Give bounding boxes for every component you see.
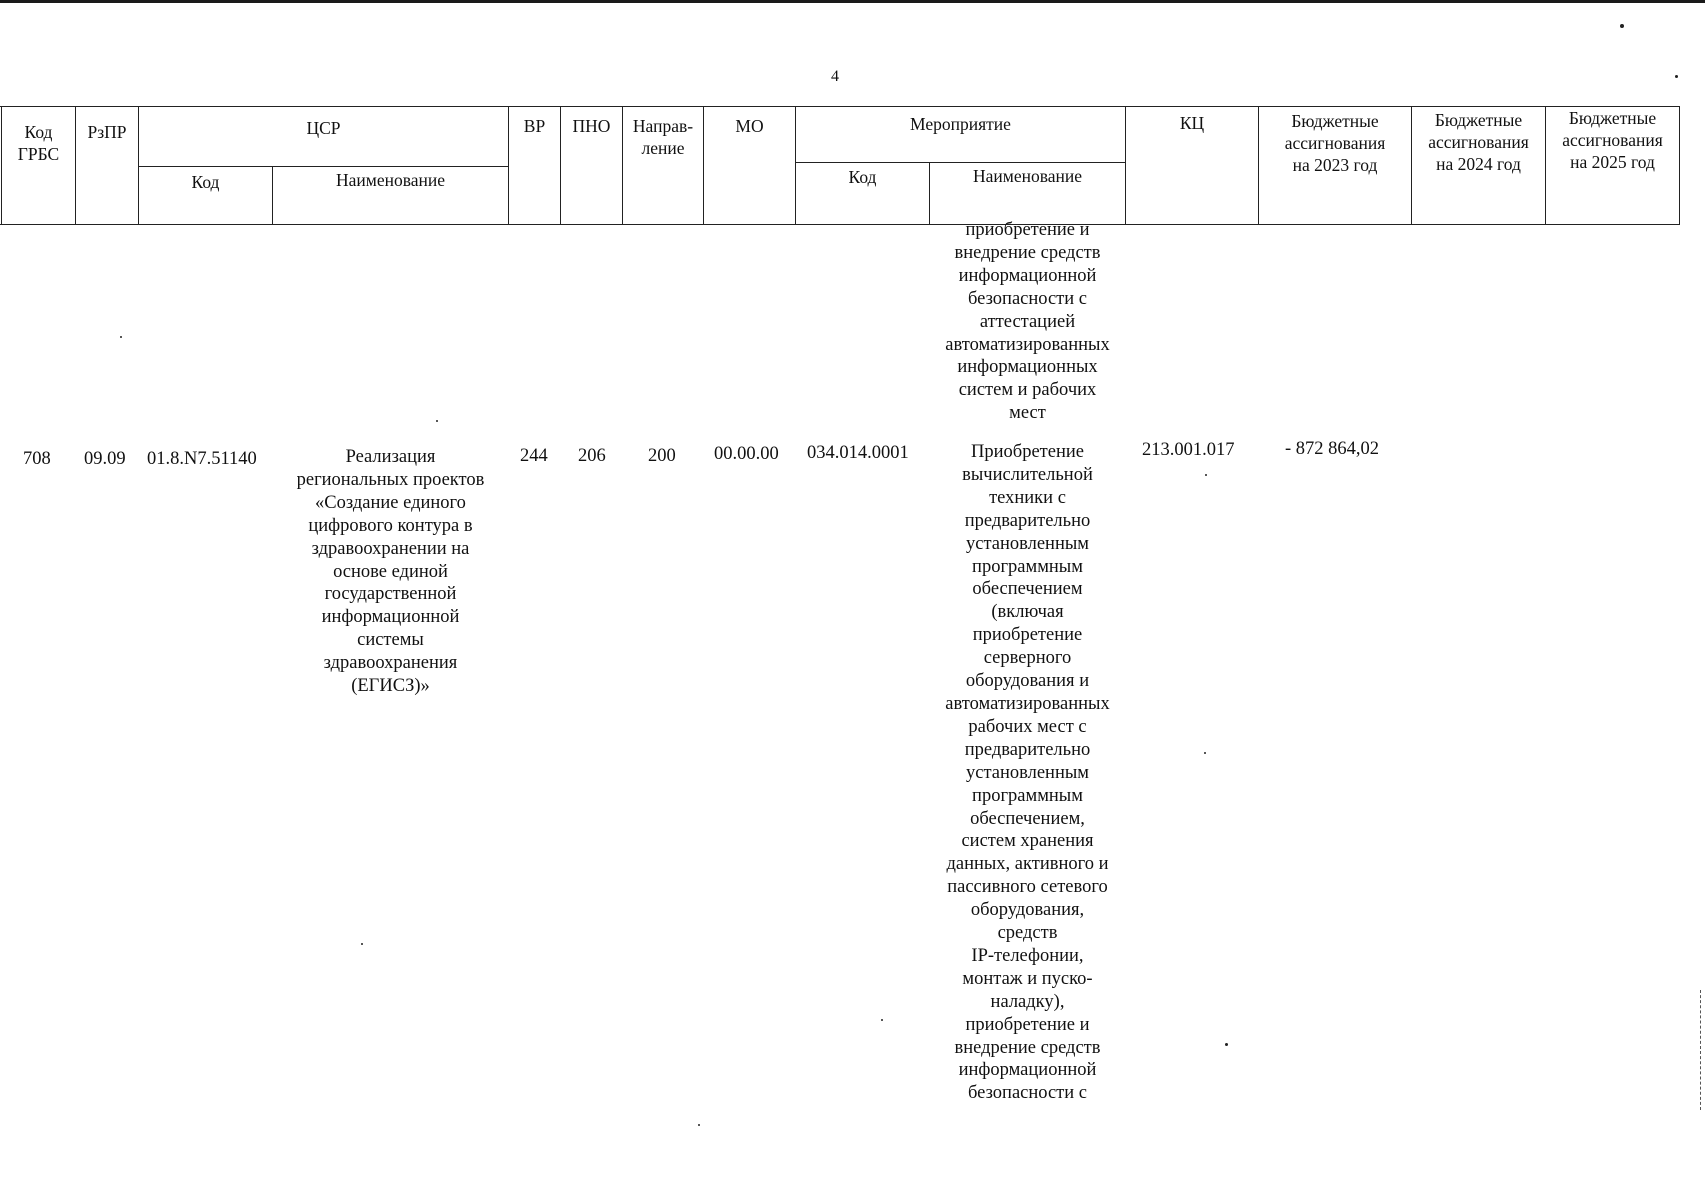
meropr-naim-line: установленным bbox=[965, 762, 1089, 783]
header-csr-naim: Наименование bbox=[335, 170, 446, 190]
col-border bbox=[1679, 107, 1680, 225]
header-budget-2023 bbox=[1259, 110, 1411, 176]
continuation-line: безопасности с bbox=[967, 288, 1088, 309]
meropr-naim-line: вычислительной bbox=[962, 464, 1093, 485]
header-kc: КЦ bbox=[1179, 113, 1205, 133]
csr-naim-line: здравоохранении на bbox=[311, 538, 470, 559]
header-napr bbox=[623, 115, 703, 159]
scan-speck bbox=[881, 1019, 883, 1021]
header-kod-grbs bbox=[2, 121, 75, 165]
cell-mo: 00.00.00 bbox=[714, 444, 779, 464]
meropr-naim-line: систем хранения bbox=[961, 831, 1094, 852]
page-number: 4 bbox=[831, 68, 839, 85]
meropr-naim-line: IP-телефонии, bbox=[971, 945, 1084, 966]
csr-naim-line: (ЕГИСЗ)» bbox=[351, 676, 430, 697]
header-meropr-kod: Код bbox=[848, 167, 877, 187]
csr-naim-line: основе единой bbox=[333, 561, 448, 582]
csr-naim-line: цифрового контура в bbox=[308, 515, 473, 536]
continuation-line: информационной bbox=[958, 265, 1097, 286]
meropr-naim-line: обеспечением bbox=[972, 579, 1083, 600]
header-napr-line: ление bbox=[641, 138, 685, 158]
cell-kod-grbs: 708 bbox=[23, 449, 51, 469]
scan-speck bbox=[361, 943, 363, 945]
header-kod-grbs-line: ГРБС bbox=[17, 144, 60, 164]
continuation-line: автоматизированных bbox=[945, 334, 1110, 355]
csr-naim-line: Реализация bbox=[345, 447, 436, 467]
meropr-naim-line: приобретение и bbox=[965, 1014, 1090, 1035]
cell-meropr-kod: 034.014.0001 bbox=[807, 443, 909, 463]
meropr-naim-line: предварительно bbox=[964, 739, 1091, 760]
header-kod-grbs-line: Код bbox=[24, 122, 53, 142]
scan-top-edge bbox=[0, 0, 1705, 3]
csr-naim-line: здравоохранения bbox=[323, 653, 458, 674]
continuation-line: систем и рабочих bbox=[958, 380, 1097, 401]
meropr-naim-line: автоматизированных bbox=[945, 693, 1110, 714]
cell-kc: 213.001.017 bbox=[1142, 440, 1235, 460]
csr-naim-line: региональных проектов bbox=[296, 469, 485, 490]
cell-pno: 206 bbox=[578, 446, 606, 466]
meropr-naim-line: техники с bbox=[989, 487, 1066, 508]
header-meropr: Мероприятие bbox=[910, 114, 1011, 134]
scan-speck bbox=[1205, 474, 1207, 476]
continuation-line: информационных bbox=[957, 357, 1098, 378]
scan-speck bbox=[1620, 24, 1624, 28]
header-budget-line: Бюджетные bbox=[1434, 110, 1523, 130]
continuation-line: внедрение средств bbox=[954, 242, 1101, 263]
cell-csr-kod: 01.8.N7.51140 bbox=[147, 449, 257, 469]
continuation-line: мест bbox=[1009, 403, 1046, 424]
scan-speck bbox=[1204, 752, 1206, 754]
header-csr-kod: Код bbox=[191, 172, 220, 192]
meropr-naim-line: монтаж и пуско- bbox=[962, 968, 1093, 989]
header-mo: МО bbox=[735, 116, 764, 136]
header-pno: ПНО bbox=[572, 116, 611, 136]
meropr-naim-line: безопасности с bbox=[967, 1083, 1088, 1104]
meropr-naim-line: наладку), bbox=[990, 991, 1065, 1012]
header-top-border bbox=[0, 106, 1680, 107]
scan-speck bbox=[120, 336, 122, 338]
meropr-subheader-line bbox=[795, 162, 1125, 163]
meropr-naim-line: установленным bbox=[965, 533, 1089, 554]
csr-subheader-line bbox=[138, 166, 508, 167]
scan-speck bbox=[436, 420, 438, 422]
scan-speck bbox=[1675, 75, 1678, 78]
meropr-naim-line: внедрение средств bbox=[954, 1037, 1101, 1058]
header-budget-line: на 2024 год bbox=[1436, 154, 1521, 174]
scan-speck bbox=[1225, 1043, 1228, 1046]
header-budget-2024 bbox=[1412, 109, 1545, 175]
csr-naim-line: «Создание единого bbox=[315, 492, 466, 513]
cell-napr: 200 bbox=[648, 446, 676, 466]
header-budget-line: Бюджетные bbox=[1291, 111, 1379, 131]
meropr-naim-line: (включая bbox=[991, 602, 1064, 623]
csr-naim-line: информационной bbox=[321, 607, 460, 628]
cell-meropr-naim bbox=[930, 441, 1125, 1105]
header-budget-2025 bbox=[1546, 107, 1679, 173]
meropr-naim-line: программным bbox=[972, 785, 1083, 806]
continuation-text bbox=[930, 219, 1125, 425]
meropr-naim-line: обеспечением, bbox=[970, 808, 1085, 829]
header-budget-line: ассигнования bbox=[1562, 130, 1663, 150]
header-budget-line: Бюджетные bbox=[1568, 108, 1657, 128]
header-budget-line: на 2025 год bbox=[1570, 152, 1655, 172]
meropr-naim-line: оборудования и bbox=[965, 671, 1090, 692]
header-bottom-border bbox=[0, 224, 1680, 225]
csr-naim-line: государственной bbox=[324, 584, 457, 605]
meropr-naim-line: информационной bbox=[958, 1060, 1097, 1081]
scan-speck bbox=[698, 1124, 700, 1126]
continuation-line: аттестацией bbox=[979, 311, 1076, 332]
meropr-naim-line: рабочих мест с bbox=[968, 716, 1087, 737]
header-napr-line: Направ- bbox=[632, 116, 694, 136]
header-budget-line: ассигнования bbox=[1428, 132, 1529, 152]
meropr-naim-line: предварительно bbox=[964, 510, 1091, 531]
header-budget-line: на 2023 год bbox=[1292, 155, 1378, 175]
header-vr: ВР bbox=[523, 116, 546, 136]
header-csr: ЦСР bbox=[306, 118, 341, 138]
meropr-naim-line: средств bbox=[997, 923, 1058, 944]
meropr-naim-line: пассивного сетевого bbox=[947, 877, 1108, 898]
continuation-line: приобретение и bbox=[965, 220, 1090, 240]
header-budget-line: ассигнования bbox=[1284, 133, 1386, 153]
scan-margin-marks bbox=[1700, 990, 1703, 1110]
meropr-naim-line: программным bbox=[972, 556, 1083, 577]
cell-vr: 244 bbox=[520, 446, 548, 466]
meropr-naim-line: Приобретение bbox=[971, 442, 1084, 462]
header-meropr-naim: Наименование bbox=[972, 166, 1083, 186]
meropr-naim-line: оборудования, bbox=[970, 900, 1085, 921]
csr-naim-line: системы bbox=[357, 630, 424, 651]
meropr-naim-line: серверного bbox=[983, 648, 1072, 669]
meropr-naim-line: данных, активного и bbox=[946, 854, 1109, 875]
cell-csr-naim bbox=[273, 446, 508, 698]
cell-rzpr: 09.09 bbox=[84, 449, 126, 469]
header-rzpr: РзПР bbox=[87, 122, 127, 142]
cell-budget-2023: - 872 864,02 bbox=[1285, 439, 1380, 459]
meropr-naim-line: приобретение bbox=[972, 625, 1083, 646]
